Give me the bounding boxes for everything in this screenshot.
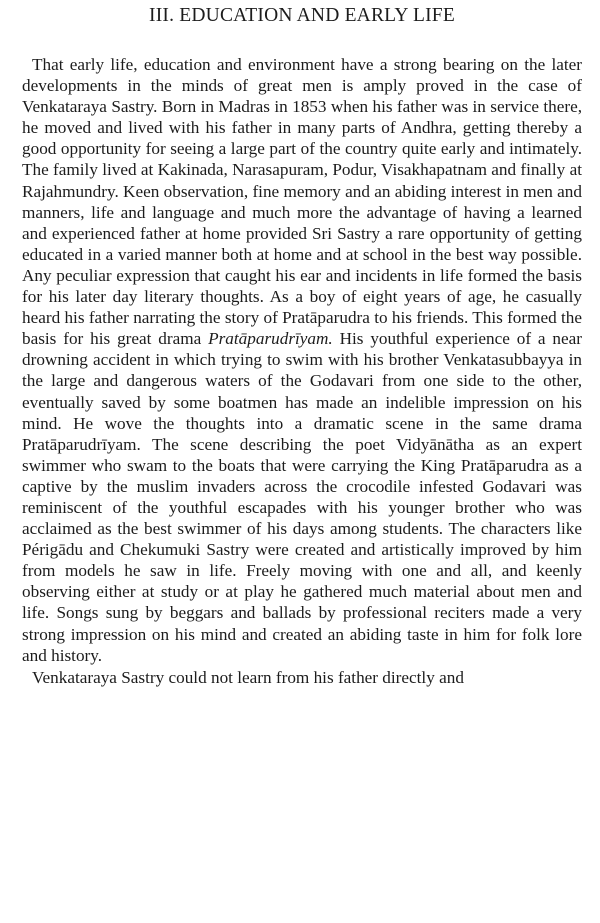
paragraph-1-text-a: That early life, education and environment have a strong bearing on the later developments in the minds of great men is amply proved in the case of Venkataraya Sastry. Born in Madras in 1853 when his father was in service there, he moved and lived with his father in many parts of Andhra, getting thereby a good opportunity for seeing a large part of the country quite early and intimately. The family lived at Kakinada, Narasapuram, Podur, Visakhapatnam and finally at Rajahmundry. Keen observation, fine memory and an abiding interest in men and manners, life and language and much more the advantage of having a learned and experienced father at home provided Sri Sastry a rare opportunity of getting educated in a varied manner both at home and at school in the best way possible. Any peculiar expression that caught his ear and incidents in life formed the basis for his later day literary thoughts. As a boy of eight years of age, he casually heard his father narrating the story of Pratāparudra to his friends. This formed the basis for his great drama (22, 55, 583, 349)
drama-title-italic: Pratāparudrīyam. (208, 329, 333, 349)
paragraph-1 (22, 54, 582, 666)
paragraph-2-text: Venkataraya Sastry could not learn from his father directly and (32, 667, 464, 687)
paragraph-2 (22, 667, 582, 688)
paragraph-1-text-b: His youthful experience of a near drowning accident in which trying to swim with his brother Venkatasubbayya in the large and dangerous waters of the Godavari from one side to the other, eventually saved by some boatmen has made an indelible impression on his mind. He wove the thoughts into a dramatic scene in the same drama Pratāparudrīyam. The scene describing the poet Vidyānātha as an expert swimmer who swam to the boats that were carrying the King Pratāparudra as a captive by the muslim invaders across the crocodile infested Godavari was reminiscent of the youthful escapades with his younger brother who was acclaimed as the best swimmer of his days among students. The characters like Périgādu and Chekumuki Sastry were created and artistically improved by him from models he saw in life. Freely moving with one and all, and keenly observing either at study or at play he gathered much material about men and life. Songs sung by beggars and ballads by professional reciters made a very strong impression on his mind and created an abiding taste in him for folk lore and history. (22, 329, 582, 665)
chapter-heading: III. EDUCATION AND EARLY LIFE (149, 5, 455, 26)
